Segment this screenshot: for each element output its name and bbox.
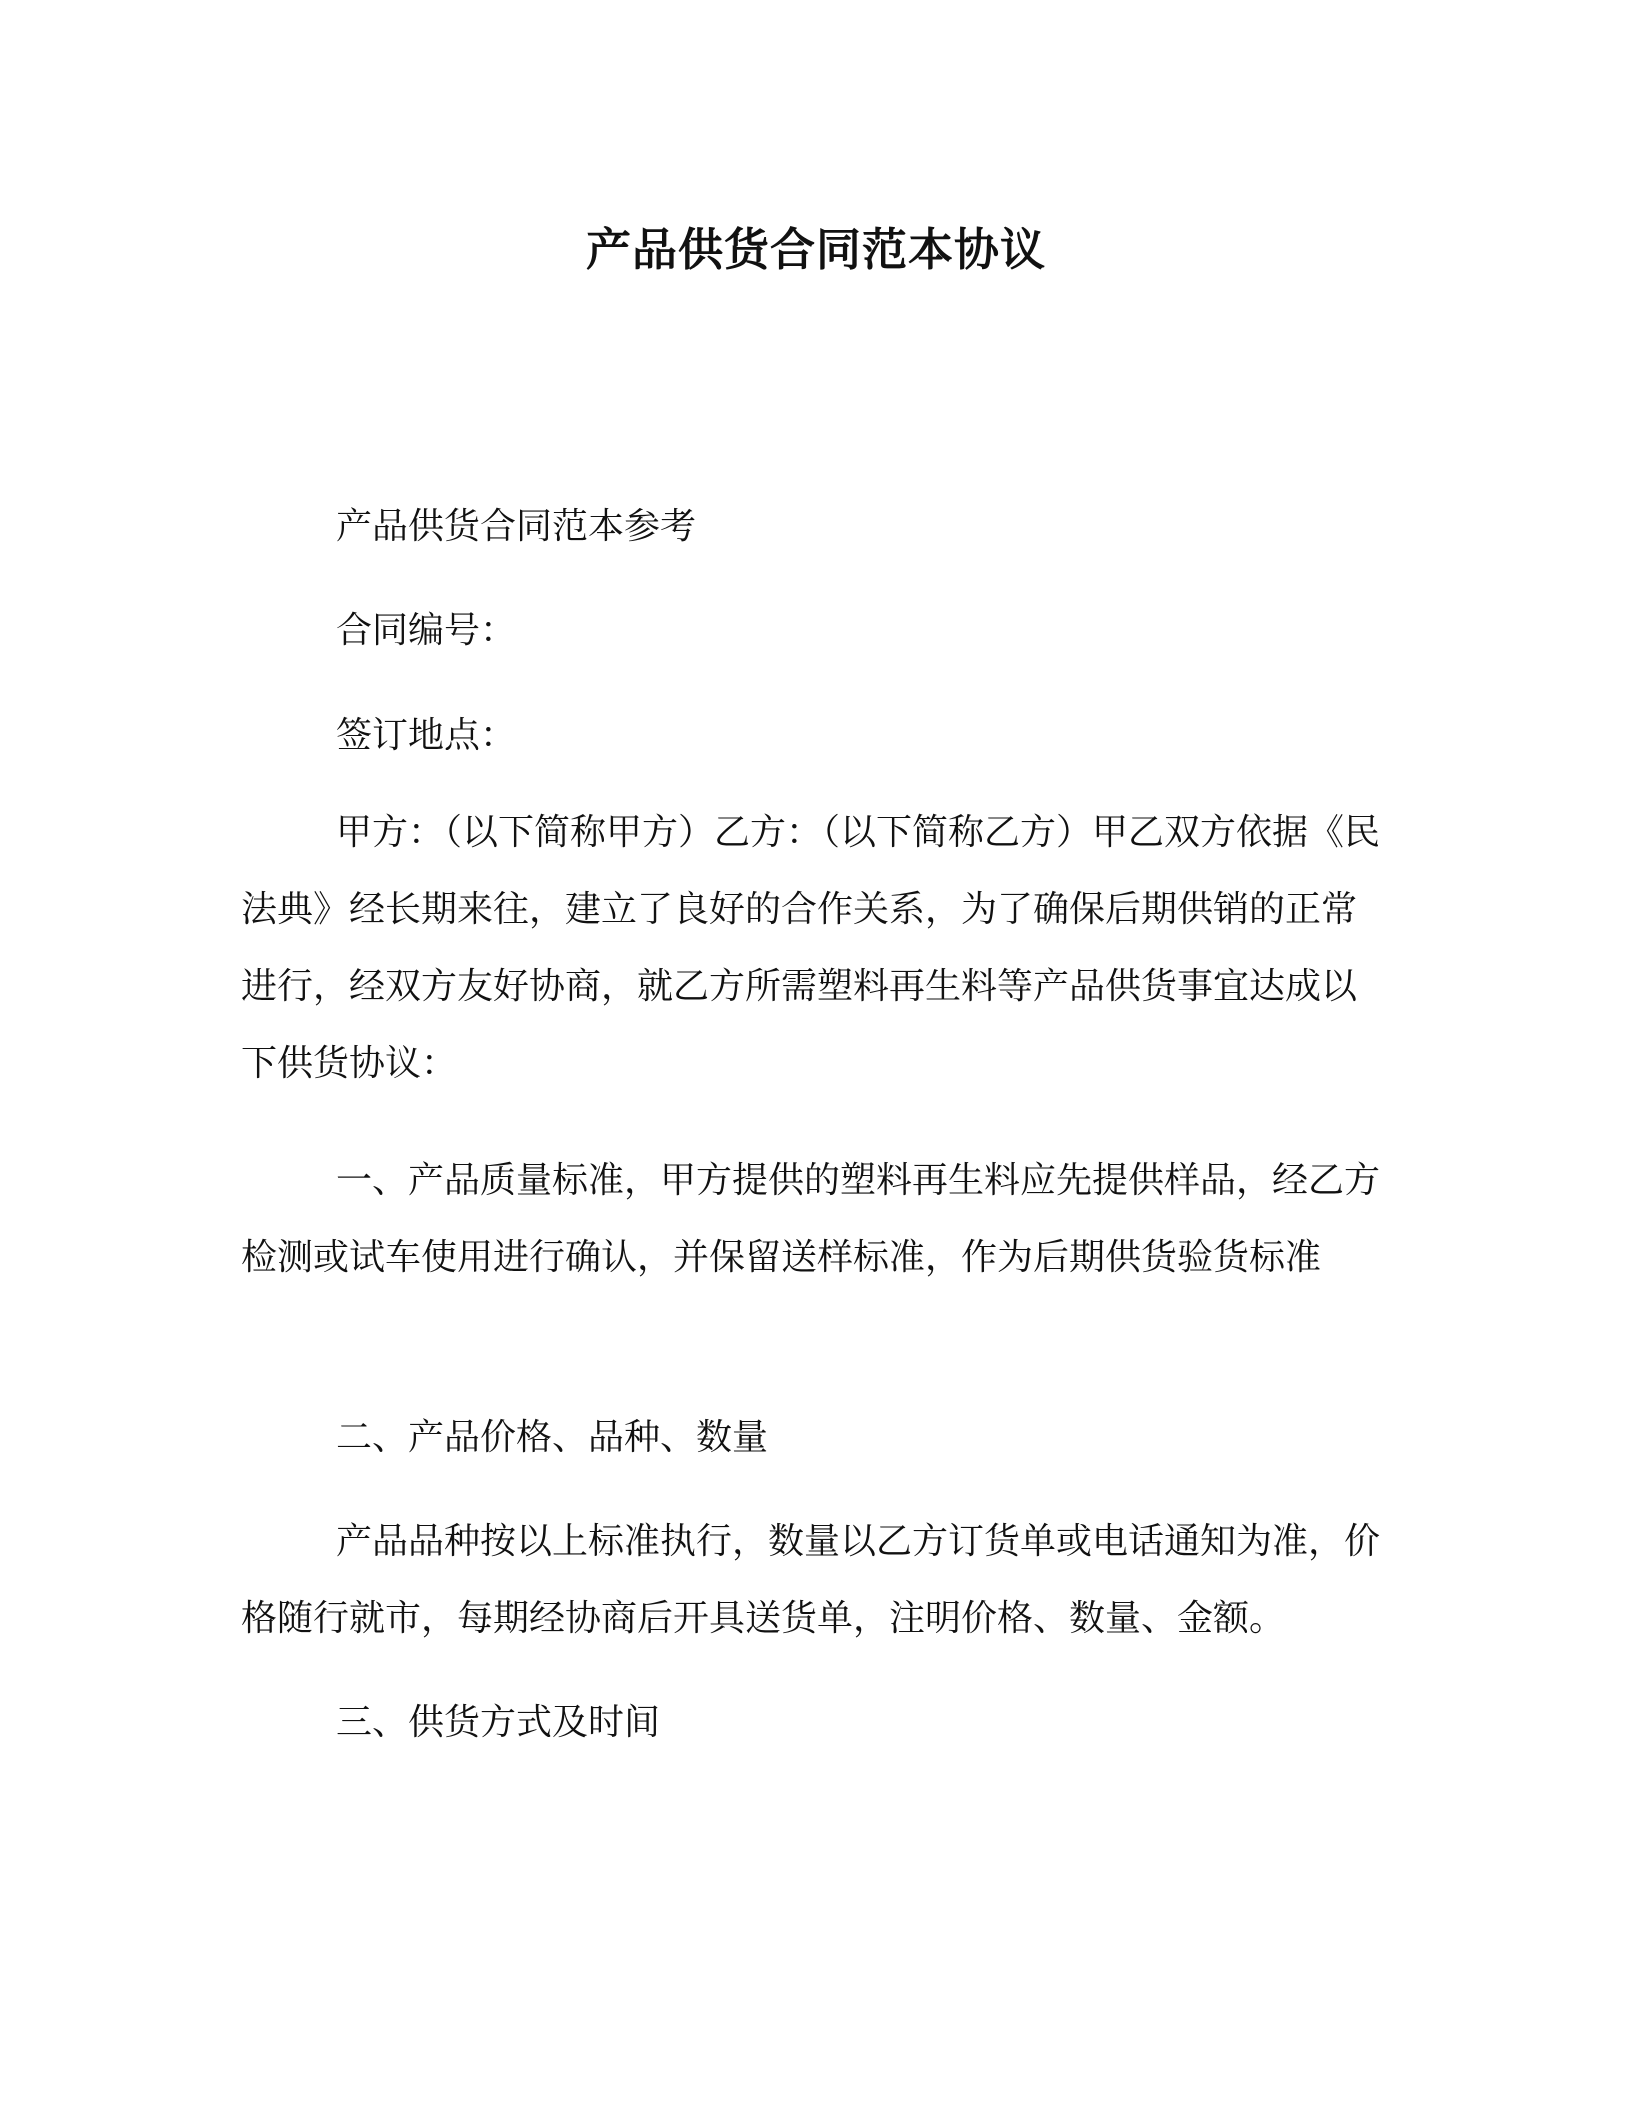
contract-number-label: 合同编号： [336, 610, 517, 651]
section-2-paragraph: 产品品种按以上标准执行，数量以乙方订货单或电话通知为准，价格随行就市，每期经协商后开具送货单，注明价格、数量、金额。 [241, 1521, 1381, 1639]
document-subtitle: 产品供货合同范本参考 [336, 506, 697, 547]
section-1-paragraph: 一、产品质量标准，甲方提供的塑料再生料应先提供样品，经乙方检测或试车使用进行确认，并保留送样标准，作为后期供货验货标准 [241, 1160, 1381, 1278]
document-title: 产品供货合同范本协议 [585, 223, 1046, 276]
section-3-heading: 三、供货方式及时间 [336, 1702, 661, 1743]
section-2-heading: 二、产品价格、品种、数量 [336, 1417, 769, 1458]
intro-paragraph: 甲方：（以下简称甲方）乙方：（以下简称乙方）甲乙双方依据《民法典》经长期来往，建立了良好的合作关系，为了确保后期供销的正常进行，经双方友好协商，就乙方所需塑料再生料等产品供货事宜达成以下供货协议： [241, 812, 1381, 1084]
signing-place-label: 签订地点： [336, 715, 517, 756]
